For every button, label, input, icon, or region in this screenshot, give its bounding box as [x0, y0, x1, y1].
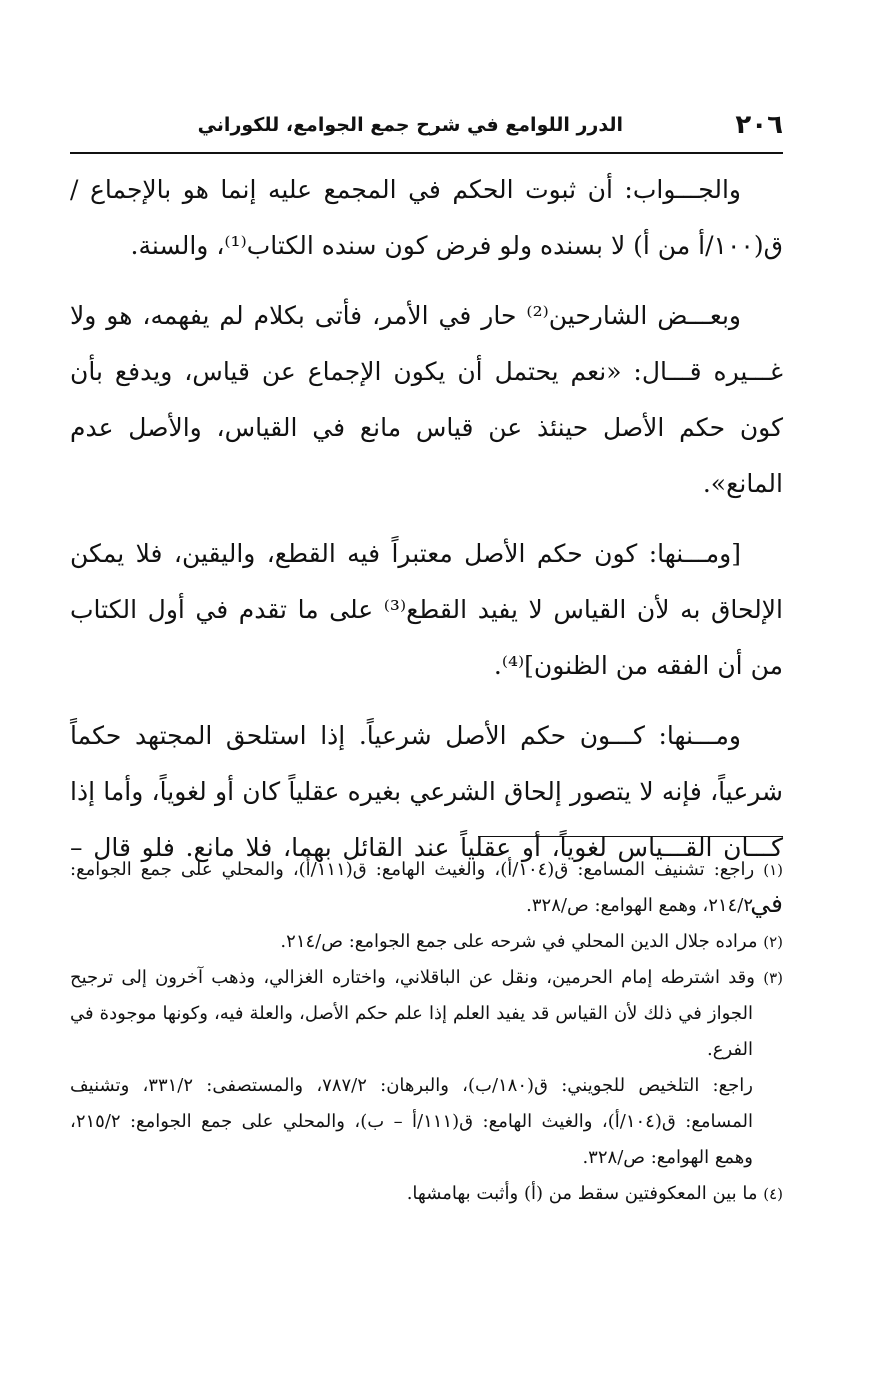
footnote-separator — [478, 836, 783, 837]
page-header — [70, 108, 783, 150]
footnote — [70, 1176, 783, 1212]
running-title: الدرر اللوامع في شرح جمع الجوامع، للكوراني — [197, 114, 623, 136]
paragraph: وبعـــض الشارحين⁽²⁾ حار في الأمر، فأتى بكلام لم يفهمه، هو ولا غـــيره قـــال: «نعم يحتمل أن يكون الإجماع عن قياس، ويدفع بأن كون حكم الأصل حينئذ عن قياس مانع في القياس، والأصل عدم المانع». — [70, 301, 783, 498]
footnote-text: مراده جلال الدين المحلي في شرحه على جمع الجوامع: ص/٢١٤. — [280, 931, 758, 952]
header-rule — [70, 152, 783, 154]
footnotes — [70, 852, 783, 1212]
paragraph: [ومـــنها: كون حكم الأصل معتبراً فيه القطع، واليقين، فلا يمكن الإلحاق به لأن القياس لا يفيد القطع⁽³⁾ على ما تقدم في أول الكتاب من أن الفقه من الظنون]⁽⁴⁾. — [70, 539, 783, 680]
footnote — [70, 924, 783, 960]
footnote-continuation: راجع: التلخيص للجويني: ق(١٨٠/ب)، والبرهان: ٧٨٧/٢، والمستصفى: ٣٣١/٢، وتشنيف المسامع: ق(١٠٤/أ)، والغيث الهامع: ق(١١١/أ – ب)، والمحلي على جمع الجوامع: ٢١٥/٢، وهمع الهوامع: ص/٣٢٨. — [70, 1075, 754, 1168]
footnote-text: ما بين المعكوفتين سقط من (أ) وأثبت بهامشها. — [406, 1183, 758, 1204]
footnote-text: وقد اشترطه إمام الحرمين، ونقل عن الباقلاني، واختاره الغزالي، وذهب آخرون إلى ترجيح الجواز في ذلك لأن القياس قد يفيد العلم إذا علم حكم الأصل، والعلة فيه، وكونها موجودة في الفرع. — [70, 967, 755, 1060]
footnote-mark: (١) — [763, 861, 783, 879]
footnote-text: راجع: تشنيف المسامع: ق(١٠٤/أ)، والغيث الهامع: ق(١١١/أ)، والمحلي على جمع الجوامع: ٢١٤/٢، وهمع الهوامع: ص/٣٢٨. — [70, 859, 755, 916]
footnote-mark: (٣) — [763, 969, 783, 987]
footnote — [70, 852, 783, 924]
footnote-mark: (٢) — [763, 933, 783, 951]
footnote — [70, 960, 783, 1068]
paragraph: والجـــواب: أن ثبوت الحكم في المجمع عليه إنما هو بالإجماع / ق(١٠٠/أ من أ) لا بسنده ولو فرض كون سنده الكتاب⁽¹⁾، والسنة. — [70, 175, 783, 260]
paragraph: ومـــنها: كـــون حكم الأصل شرعياً. إذا استلحق المجتهد حكماً شرعياً، فإنه لا يتصور إلحاق الشرعي بغيره عقلياً كان أو لغوياً، وأما إذا كـــان القـــياس لغوياً، أو عقلياً عند القائل بهما، فلا مانع. فلو قال – في — [70, 721, 783, 918]
page-number: ٢٠٦ — [735, 110, 783, 140]
main-text — [70, 162, 783, 946]
footnote-mark: (٤) — [763, 1185, 783, 1203]
